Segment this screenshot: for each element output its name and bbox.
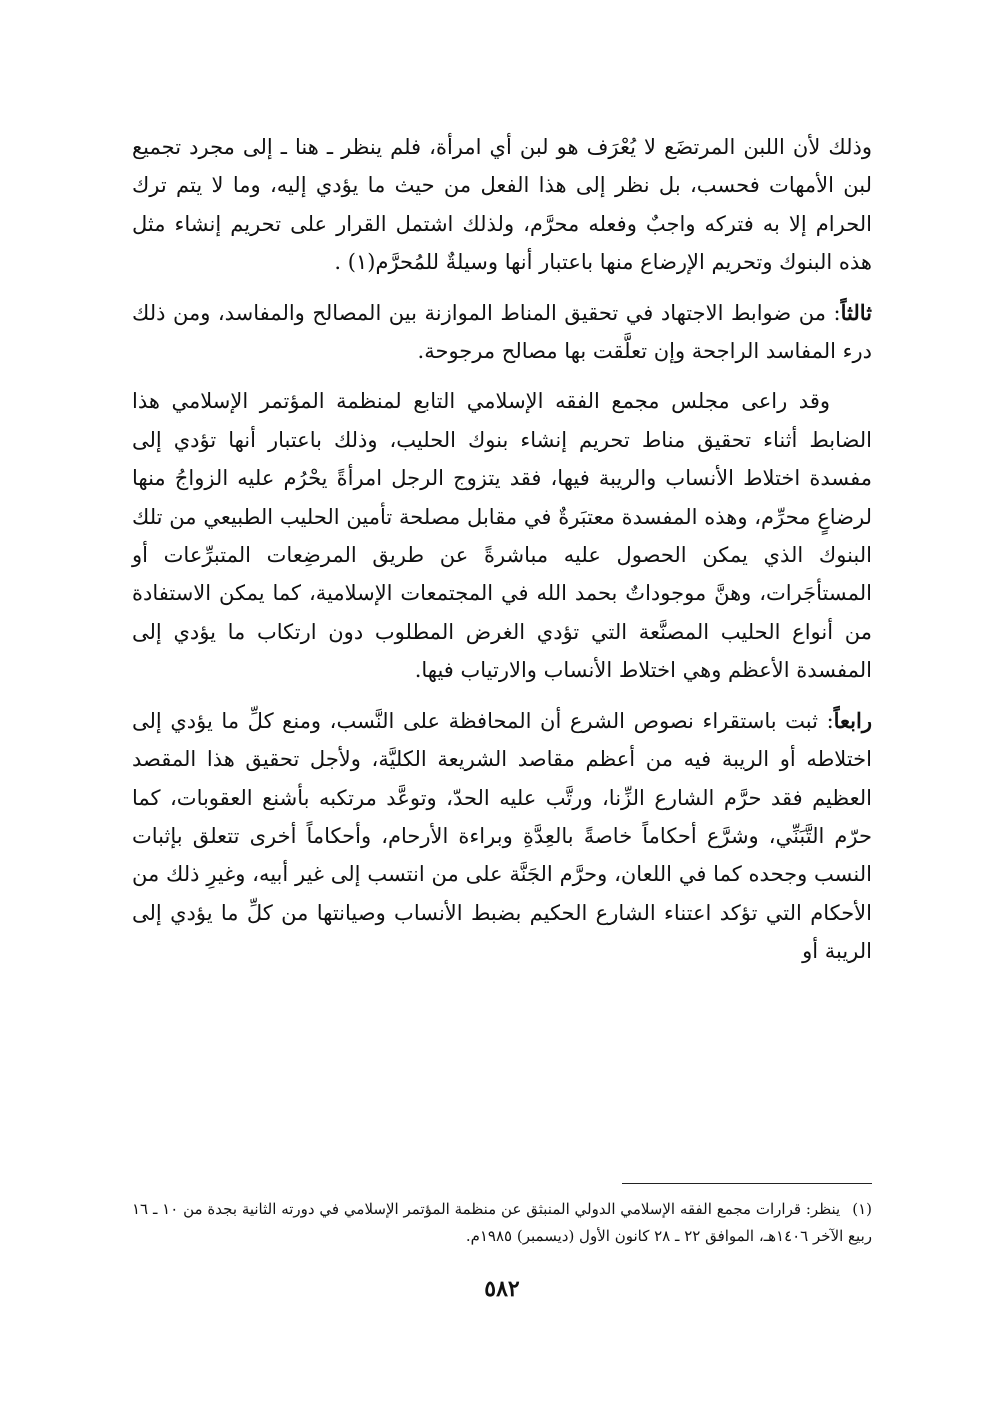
paragraph-text: : ثبت باستقراء نصوص الشرع أن المحافظة على النَّسب، ومنع كلِّ ما يؤدي إلى اختلاطه أو الريبة فيه من أعظم مقاصد الشريعة الكليَّة، ولأجل تحقيق هذا المقصد العظيم فقد حرَّم الشارع الزِّنا، ورتَّب عليه الحدّ، وتوعَّد مرتكبه بأشنع العقوبات، كما حرّم التَّبَنِّي، وشرَّع أحكاماً خاصةً بالعِدَّةِ وبراءة الأرحام، وأحكاماً أخرى تتعلق بإثبات النسب وجحده كما في اللعان، وحرَّم الجَنَّة على من انتسب إلى غير أبيه، وغيرِ ذلك من الأحكام التي تؤكد اعتناء الشارع الحكيم بضبط الأنساب وصيانتها من كلِّ ما يؤدي إلى الريبة أو bbox=[132, 708, 872, 964]
body-text bbox=[132, 128, 872, 983]
footnote-divider bbox=[622, 1183, 872, 1184]
page-number: ٥٨٢ bbox=[484, 1276, 520, 1302]
paragraph-1 bbox=[132, 128, 872, 282]
paragraph-text: : من ضوابط الاجتهاد في تحقيق المناط الموازنة بين المصالح والمفاسد، ومن ذلك درء المفاسد الراجحة وإن تعلَّقت بها مصالح مرجوحة. bbox=[132, 300, 872, 364]
paragraph-2 bbox=[132, 294, 872, 371]
footnote-text: ينظر: قرارات مجمع الفقه الإسلامي الدولي المنبثق عن منظمة المؤتمر الإسلامي في دورته الثانية بجدة من ١٠ ـ ١٦ ربيع الآخر ١٤٠٦هـ، الموافق ٢٢ ـ ٢٨ كانون الأول (ديسمبر) ١٩٨٥م. bbox=[132, 1200, 872, 1245]
paragraph-text: وذلك لأن اللبن المرتضَع لا يُعْرَف هو لبن أي امرأة، فلم ينظر ـ هنا ـ إلى مجرد تجميع لبن الأمهات فحسب، بل نظر إلى هذا الفعل من حيث ما يؤدي إليه، وما لا يتم ترك الحرام إلا به فتركه واجبٌ وفعله محرَّم، ولذلك اشتمل القرار على تحريم إنشاء مثل هذه البنوك وتحريم الإرضاع منها باعتبار أنها وسيلةٌ للمُحرَّم(١) . bbox=[132, 135, 872, 275]
footnote bbox=[132, 1196, 872, 1250]
paragraph-4 bbox=[132, 702, 872, 971]
footnote-number: (١) bbox=[852, 1200, 872, 1218]
paragraph-3 bbox=[132, 382, 872, 689]
paragraph-text: وقد راعى مجلس مجمع الفقه الإسلامي التابع لمنظمة المؤتمر الإسلامي هذا الضابط أثناء تحقيق مناط تحريم إنشاء بنوك الحليب، وذلك باعتبار أنها تؤدي إلى مفسدة اختلاط الأنساب والريبة فيها، فقد يتزوج الرجل امرأةً يحْرُم عليه الزواجُ منها لرضاعٍ محرِّم، وهذه المفسدة معتبَرةٌ في مقابل مصلحة تأمين الحليب الطبيعي من تلك البنوك الذي يمكن الحصول عليه مباشرةً عن طريق المرضِعات المتبرِّعات أو المستأجَرات، وهنَّ موجوداتٌ بحمد الله في المجتمعات الإسلامية، كما يمكن الاستفادة من أنواع الحليب المصنَّعة التي تؤدي الغرض المطلوب دون ارتكاب ما يؤدي إلى المفسدة الأعظم وهي اختلاط الأنساب والارتياب فيها. bbox=[132, 389, 872, 683]
paragraph-lead: ثالثاً bbox=[840, 299, 872, 325]
paragraph-lead: رابعاً bbox=[833, 707, 873, 733]
